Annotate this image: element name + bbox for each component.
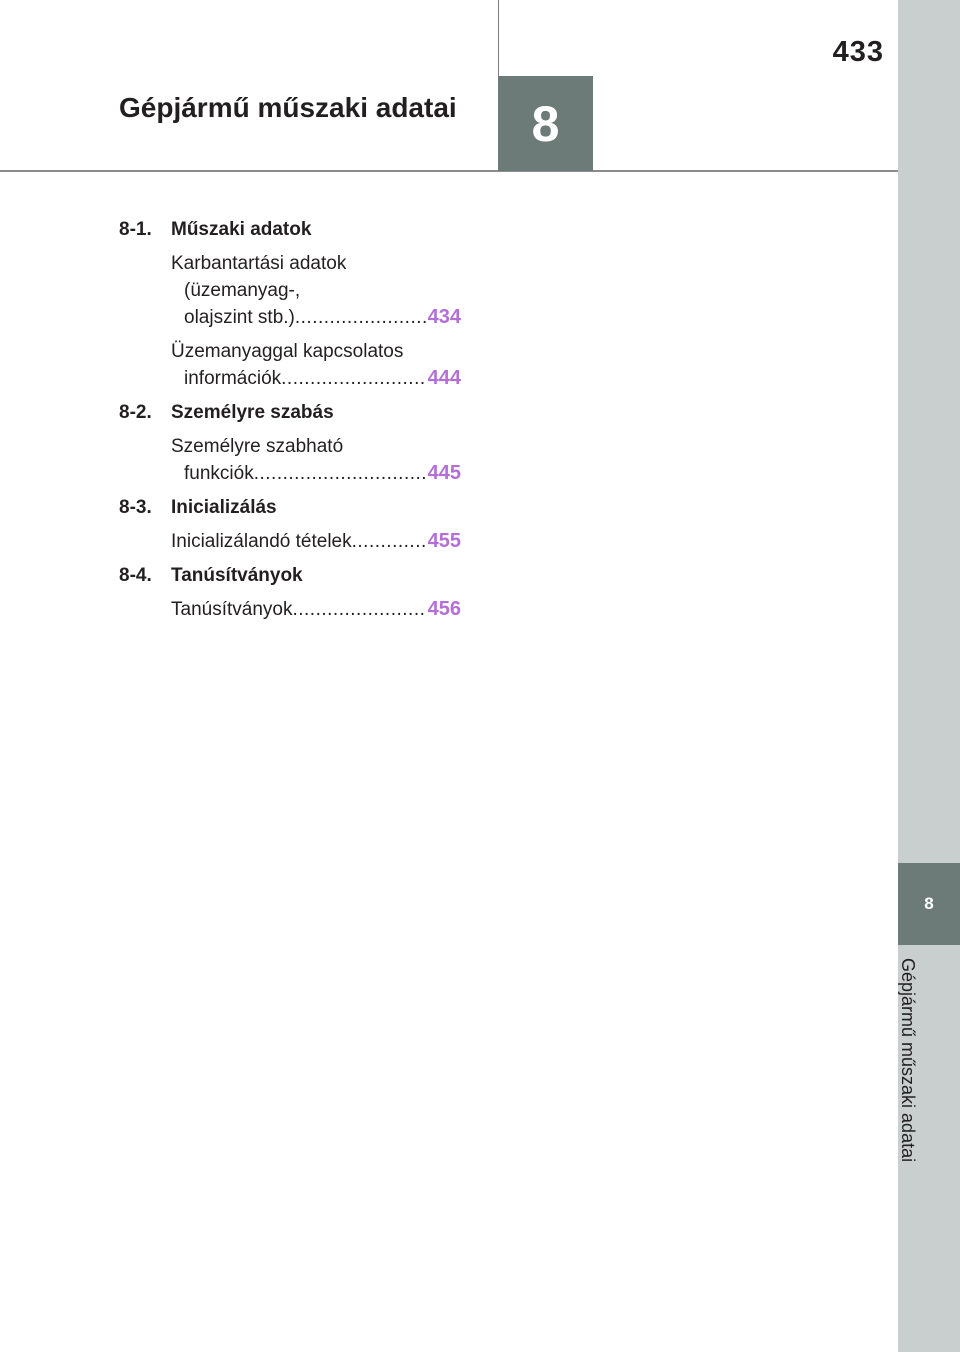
entry-line: Üzemanyaggal kapcsolatos [171,341,404,362]
section-number: 8-2. [119,402,152,423]
side-chapter-tab[interactable]: 8 [898,863,960,945]
page-link[interactable]: 445 [427,462,461,484]
page-number: 433 [832,36,884,68]
entry-text: funkciók [184,463,254,484]
section-title: Személyre szabás [171,402,334,423]
chapter-number-box: 8 [498,76,593,171]
entry-text: Tanúsítványok [171,599,293,620]
toc-section [119,562,461,589]
entry-last-line [171,528,461,555]
dot-leader [295,304,427,331]
page-link[interactable]: 444 [427,367,461,389]
entry-line: Személyre szabható [171,436,344,457]
entry-last-line [171,596,461,623]
section-number: 8-4. [119,565,152,586]
section-title: Tanúsítványok [171,565,303,586]
entry-text: információk [184,368,282,389]
entry-text: olajszint stb.) [184,307,295,328]
entry-line: Karbantartási adatok [171,253,347,274]
entry-last-line [171,460,461,487]
dot-leader [281,365,426,392]
section-number: 8-3. [119,497,152,518]
toc-entry[interactable] [171,250,461,331]
toc-entry[interactable] [171,528,461,555]
dot-leader [254,460,427,487]
entry-last-line [171,304,461,331]
entry-last-line [171,365,461,392]
table-of-contents [119,216,461,630]
side-chapter-label: Gépjármű műszaki adatai [898,958,918,1163]
page-link[interactable]: 434 [427,306,461,328]
toc-section [119,216,461,243]
toc-entry[interactable] [171,596,461,623]
toc-section [119,494,461,521]
section-title: Inicializálás [171,497,277,518]
toc-entry[interactable] [171,338,461,392]
entry-text: Inicializálandó tételek [171,531,352,552]
header-divider-horizontal [0,170,898,172]
chapter-title: Gépjármű műszaki adatai [119,92,457,123]
dot-leader [292,596,426,623]
page-link[interactable]: 455 [427,530,461,552]
section-number: 8-1. [119,219,152,240]
section-title: Műszaki adatok [171,219,312,240]
page-link[interactable]: 456 [427,598,461,620]
toc-entry[interactable] [171,433,461,487]
dot-leader [352,528,427,555]
entry-line: (üzemanyag-, [184,280,301,301]
toc-section [119,399,461,426]
